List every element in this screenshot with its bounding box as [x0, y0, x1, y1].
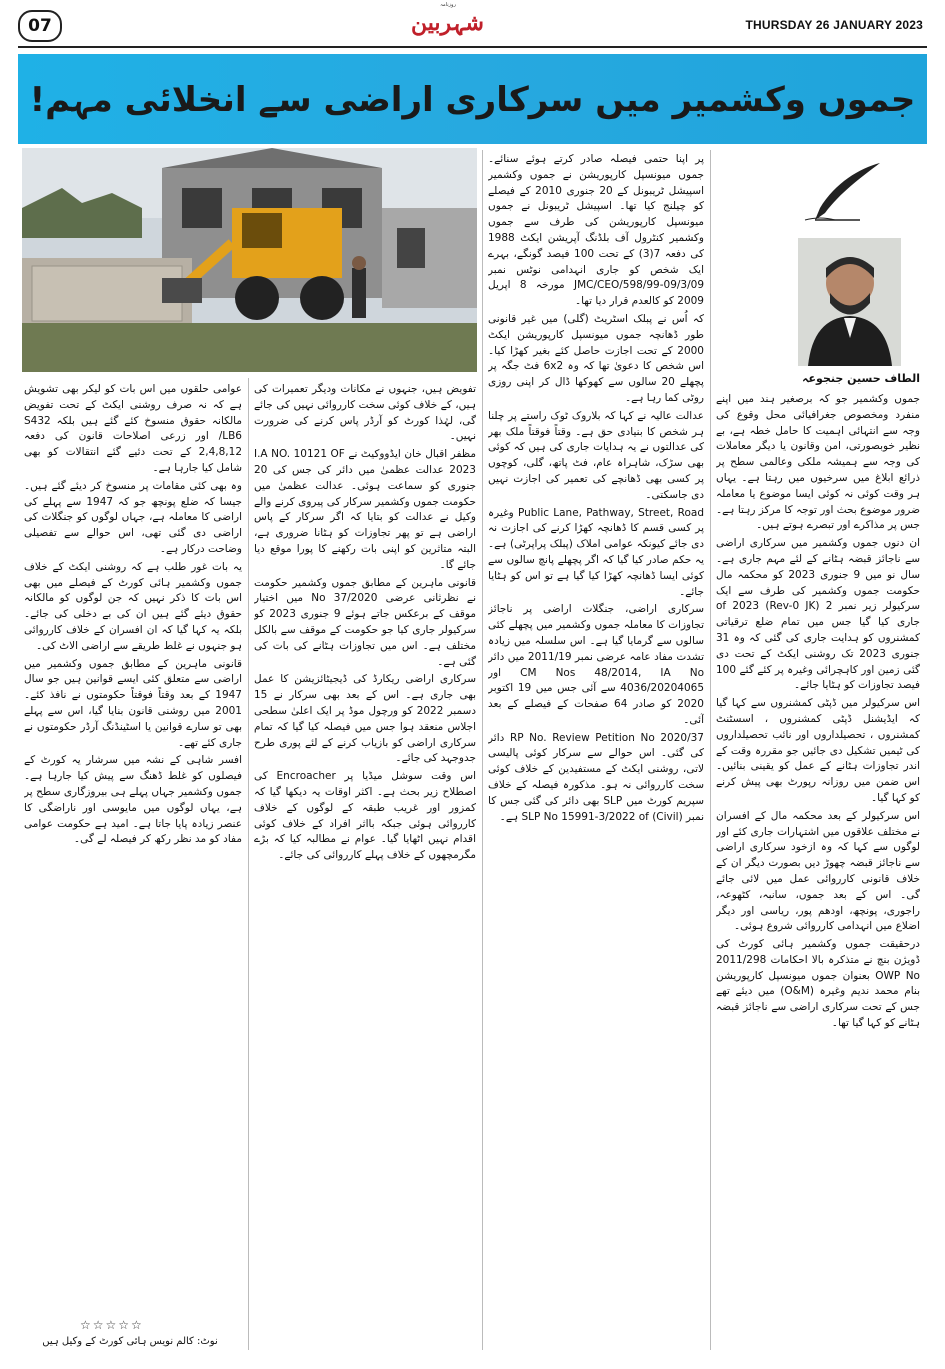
column-divider — [482, 150, 483, 1350]
paragraph: مظفر اقبال خان ایڈووکیٹ نے I.A NO. 10121 OF 2023 عدالت عظمیٰ میں دائر کی جس کی 20 جنوری کو سماعت ہوئی۔ عدالت عظمیٰ میں حکومت جموں وکشمیر سرکار کی پیروی کرنے والے وکیل نے عدالت کو بتایا کہ اگر سرکار کے پاس اراضی ہے تو پھر تجاوزات کو ہٹانا ضروری ہے، البتہ متاثرین کو اپنی بات رکھنے کا پورا موقع دیا جائے گا۔ — [254, 448, 476, 571]
masthead — [0, 0, 945, 48]
column-divider — [248, 378, 249, 1350]
paragraph: عوامی حلقوں میں اس بات کو لیکر بھی تشویش ہے کہ نہ صرف روشنی ایکٹ کے تحت تفویض مالکانہ حقوق منسوخ کئے گئے ہیں بلکہ S432 /LB6 اور زرعی اصلاحات قانون کی دفعہ 2,4,8,12 کے تحت دئیے گئے انتقالات کو بھی شامل کیا جارہا ہے۔ — [24, 383, 242, 474]
paragraph: افسر شاہی کے نشہ میں سرشار یہ کورٹ کے فیصلوں کو غلط ڈھنگ سے پیش کیا جارہا ہے۔ جموں وکشمیر جہاں پہلے ہی بیروزگاری سطح پر ہے، یہاں لوگوں میں مایوسی اور ناراضگی کا عنصر زیادہ پایا جاتا ہے۔ امید ہے حکومت عوامی مفاد کو مد نظر رکھ کر فیصلہ لے گی۔ — [24, 754, 242, 846]
paragraph: اس وقت سوشل میڈیا پر Encroacher کی اصطلاح زیر بحث ہے۔ اکثر اوقات یہ دیکھا گیا کہ کمزور اور غریب طبقہ کے لوگوں کے خلاف کارروائی ہوئی جبکہ بااثر افراد کے خلاف کوئی اقدام نہیں اٹھایا گیا۔ عوام نے مطالبہ کیا کہ بڑے مگرمچھوں کے خلاف پہلے کارروائی کی جائے۔ — [254, 770, 476, 862]
author-photo — [798, 238, 901, 366]
paragraph: سرکاری اراضی ریکارڈ کی ڈیجیٹائزیشن کا عمل بھی جاری ہے۔ اس کے بعد بھی سرکار نے 15 دسمبر 2022 کو ورچول موڈ پر ایک اعلیٰ سطحی اجلاس منعقد ہوا جس میں فیصلہ کیا گیا کہ تمام سرکاری اراضی کو بازیاب کرنے کے لئے پوری طرح جدوجہد کی جائے۔ — [254, 673, 476, 765]
paragraph: جموں وکشمیر جو کہ برصغیر ہند میں اپنے منفرد ومخصوص جغرافیائی محل وقوع کی وجہ سے انتہائی اہمیت کا حامل خطہ ہے، بے نظیر خوبصورتی، امن وقانون یا دیگر معاملات کی وجہ سے ہمیشہ ملکی وعالمی سطح پر ذرائع ابلاغ میں سرخیوں میں رہتا ہے۔ یہاں ہر وقت کوئی نہ کوئی ایسا موضوع یا معاملہ ضرور موضوع بحث اور توجہ کا مرکز رہتا ہے۔ جس پر مذاکرے اور تبصرے ہوتے ہیں۔ — [716, 393, 920, 532]
paragraph: اس سرکیولر میں ڈپٹی کمشنروں سے کہا گیا کہ ایڈیشنل ڈپٹی کمشنروں ، اسسٹنٹ کمشنروں ، تحصیلداروں اور نائب تحصیلداروں کی ٹیمیں تشکیل دی جائیں جو مقررہ وقت کے اندر تجاوزات ہٹانے کے عمل کو یقینی بنائیں۔ اس ضمن میں روزانہ رپورٹ بھی پیش کرنے کو کہا گیا۔ — [716, 697, 920, 804]
page-number: 07 — [18, 10, 62, 42]
paragraph: یہ بات غور طلب ہے کہ روشنی ایکٹ کے خلاف جموں وکشمیر ہائی کورٹ کے فیصلے میں بھی اس بات کا ذکر نہیں کہ جن لوگوں کو مالکانہ حقوق دیئے گئے ہیں ان کی بے دخلی کی جائے۔ بلکہ یہ کہا گیا کہ ان افسران کے خلاف کارروائی ہو جنہوں نے غلط طریقے سے اراضی الاٹ کی۔ — [24, 560, 242, 652]
demolition-illustration — [22, 148, 477, 372]
headline-banner — [18, 54, 927, 144]
logo-tagline: روزنامہ — [440, 2, 456, 8]
paragraph: Public Lane, Pathway, Street, Road وغیرہ پر کسی قسم کا ڈھانچہ کھڑا کرنے کی اجازت نہ دی جائے کیونکہ عوامی املاک (پبلک پراپرٹی) ہے۔ یہ حکم صادر کیا گیا کہ اگر پچھلے پانچ سالوں سے کوئی ایسا ڈھانچہ کھڑا کیا گیا ہے تو اس کو ہٹایا جائے۔ — [488, 506, 704, 598]
demolition-photo — [22, 148, 477, 372]
paragraph: اس سرکیولر کے بعد محکمہ مال کے افسران نے مختلف علاقوں میں اشتہارات جاری کئے اور لوگوں سے کہا کہ وہ ازخود سرکاری اراضی سے ناجائز قبضہ چھوڑ دیں بصورت دیگر ان کے خلاف قانونی کارروائی عمل میں لائی جائے گی۔ اس کے بعد جموں، سانبہ، کٹھوعہ، راجوری، پونچھ، اودھم پور، ریاسی اور دیگر اضلاع میں انہدامی کارروائی شروع ہوئی۔ — [716, 809, 920, 933]
paragraph: قانونی ماہرین کے مطابق جموں وکشمیر حکومت نے نظرثانی عرضی 37/2020 No میں اختیار موقف کے برعکس جاتے ہوئے 9 جنوری 2023 کو سرکیولر جاری کیا جو حکومت کے موقف سے بالکل مختلف ہے۔ اس میں تجاوزات ہٹانے کی بات کی گئی ہے۔ — [254, 576, 476, 668]
paragraph: RP No. Review Petition No 2020/37 دائر کی گئی۔ اس حوالے سے سرکار کوئی پالیسی لاتی، روشنی ایکٹ کے مستفیدین کے خلاف کوئی سخت کارروائی نہ ہو۔ مذکورہ فیصلہ کے خلاف سپریم کورٹ میں SLP بھی دائر کی گئی جس کا نمبر (Civil) SLP No 15991-3/2022 of ہے۔ — [488, 731, 704, 823]
section-stars: ☆☆☆☆☆ — [80, 1318, 144, 1332]
author-note: نوٹ: کالم نویس ہائی کورٹ کے وکیل ہیں — [42, 1336, 218, 1347]
column-divider — [710, 150, 711, 1350]
paragraph: عدالت عالیہ نے کہا کہ بلاروک ٹوک راستے پر چلنا ہر شخص کا بنیادی حق ہے۔ وقتاً فوقتاً ملک بھر کی عدالتوں نے یہ ہدایات جاری کی ہیں کہ کوئی بھی سڑک، شاہراہ عام، فٹ پاتھ، گلی، کوچوں پر کسی بھی ڈھانچے کی تعمیر کی اجازت نہیں دی جاسکتی۔ — [488, 409, 704, 501]
paragraph: پر اپنا حتمی فیصلہ صادر کرتے ہوئے سنائے۔ جموں میونسپل کارپوریشن نے جموں وکشمیر اسپیشل ٹریبونل کے 20 جنوری 2010 کے فیصلے کو چیلنج کیا تھا۔ اسپیشل ٹریبونل نے جموں میونسپل کارپوریشن کی طرف سے جموں وکشمیر کنٹرول آف بلڈنگ آپریشن ایکٹ 1988 کی دفعہ 7(3) کے تحت 100 فیصد گونگے، بہرے ایک شخص کو جاری انہدامی نوٹس نمبر JMC/CEO/598/99-09/3/09 مورخہ 8 اپریل 2009 کو کالعدم قرار دیا تھا۔ — [488, 153, 704, 308]
paragraph: سرکاری اراضی، جنگلات اراضی پر ناجائز تجاوزات کا معاملہ جموں وکشمیر میں پچھلے کئی سالوں سے گرمایا گیا ہے۔ اس سلسلہ میں زیادہ تشدت مفاد عامہ عرضی نمبر 2011/19 میں دائر CM Nos 48/2014, IA No اور 4036/20204065 سے آئی جس میں 19 اکتوبر 2020 کو صادر 64 صفحات کے فیصلے کے بعد آئی۔ — [488, 603, 704, 726]
quill-pen-icon — [800, 158, 890, 228]
paragraph: کہ اُس نے پبلک اسٹریٹ (گلی) میں غیر قانونی طور ڈھانچہ جموں میونسپل کارپوریشن ایکٹ 2000 کے تحت اجازت حاصل کئے بغیر کھڑا کیا۔ اس شخص کا دعویٰ تھا کہ وہ 6x2 فٹ جگہ پر پچھلے 20 سالوں سے کھوکھا ڈال کر اپنی روزی روٹی کما رہا ہے۔ — [488, 312, 704, 404]
article-column-1 — [716, 392, 920, 1352]
paragraph: ان دنوں جموں وکشمیر میں سرکاری اراضی سے ناجائز قبضہ ہٹانے کے لئے مہم جاری ہے۔ سال نو میں 9 جنوری 2023 کو محکمہ مال حکومت جموں وکشمیر کی طرف سے ایک سرکیولر زیر نمبر 2 (Rev-0 JK) of 2023 جاری کیا گیا جس میں تمام ضلع ترقیاتی کمشنروں کو ہدایت جاری کی گئی کہ وہ 31 جنوری 2023 تک روشنی ایکٹ کے تحت دی گئی زمین اور کاہچرائی وغیرہ پر کئے گئے 100 فیصد تجاوزات کو ہٹایا جائے۔ — [716, 537, 920, 692]
author-name: الطاف حسین جنجوعہ — [802, 372, 920, 385]
paragraph: قانونی ماہرین کے مطابق جموں وکشمیر میں اراضی سے متعلق کئی ایسے قوانین ہیں جو سال 1947 کے بعد وقتاً فوقتاً حکومتوں نے نافذ کئے۔ 2001 میں روشنی قانون بنایا گیا، اس سے پہلے بھی تو سارے قوانین یا اسٹینڈنگ آرڈر حکومتوں نے جاری کئے تھے۔ — [24, 657, 242, 749]
paragraph: درحقیقت جموں وکشمیر ہائی کورٹ کی ڈویژن بنچ نے متذکرہ بالا احکامات 2011/298 OWP No بعنوان جموں میونسپل کارپوریشن بنام محمد ندیم وغیرہ (O&M) میں دیئے تھے جس کے تحت سرکاری اراضی سے ناجائز قبضہ ہٹانے کو کہا گیا تھا۔ — [716, 938, 920, 1030]
issue-date: THURSDAY 26 JANUARY 2023 — [745, 18, 923, 32]
paragraph: وہ بھی کئی مقامات پر منسوخ کر دیئے گئے ہیں۔ جیسا کہ ضلع پونچھ جو کہ 1947 سے پہلے کی اراضی کا معاملہ ہے، جہاں لوگوں کو جنگلات کی اراضی دی گئی تھی، اس حوالے سے تفصیلی وضاحت درکار ہے۔ — [24, 479, 242, 555]
headline: جموں وکشمیر میں سرکاری اراضی سے انخلائی مہم! — [29, 79, 916, 120]
newspaper-logo: شہربین — [411, 10, 484, 36]
paragraph: تفویض ہیں، جنہوں نے مکانات ودیگر تعمیرات کی ہیں، کے خلاف کوئی سخت کارروائی نہیں کی جائے گی، لہٰذا کورٹ کو آرڈر پاس کرنے کی ضرورت نہیں۔ — [254, 383, 476, 443]
article-column-2 — [488, 152, 704, 1352]
article-column-3 — [254, 382, 476, 1352]
article-column-4 — [24, 382, 242, 1312]
masthead-rule — [18, 46, 927, 48]
